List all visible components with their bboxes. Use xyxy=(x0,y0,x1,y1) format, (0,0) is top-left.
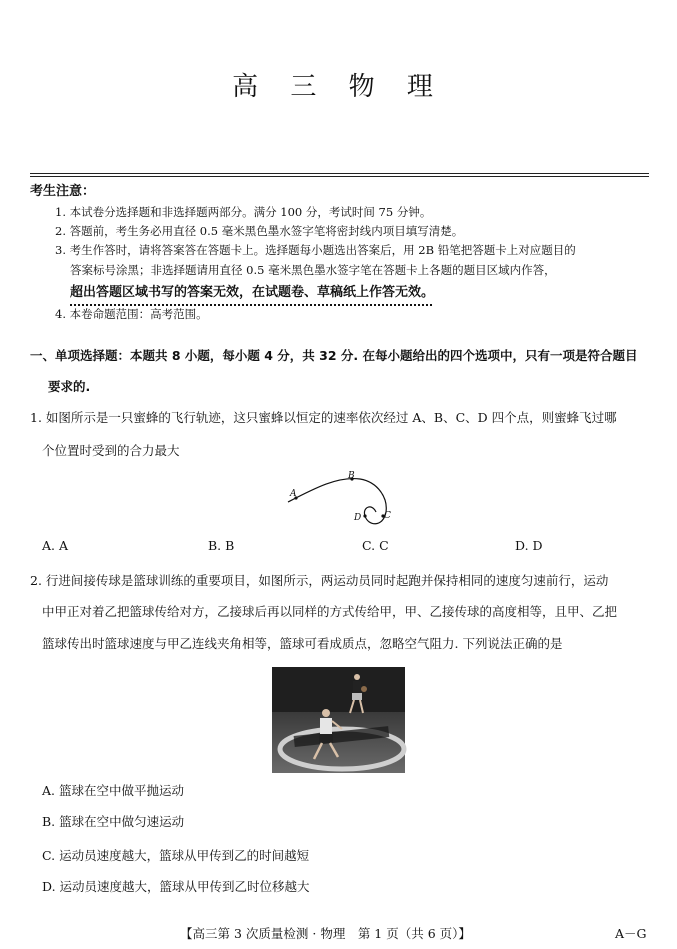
trajectory-curve xyxy=(288,479,386,524)
label-a: A xyxy=(290,489,297,499)
notice-item-1: 1. 本试卷分选择题和非选择题两部分。满分 100 分，考试时间 75 分钟。 xyxy=(55,205,432,219)
bee-trajectory-figure xyxy=(280,470,390,532)
label-d: D xyxy=(354,513,362,523)
notice-item-2: 2. 答题前，考生务必用直径 0.5 毫米黑色墨水签字笔将密封线内项目填写清楚。 xyxy=(55,224,464,238)
q2-option-c: C. 运动员速度越大，篮球从甲传到乙的时间越短 xyxy=(42,848,310,863)
notice-item-3-cont: 答案标号涂黑；非选择题请用直径 0.5 毫米黑色墨水签字笔在答题卡上各题的题目区域内作答， xyxy=(70,263,556,277)
point-d xyxy=(363,514,366,517)
notice-item-3: 3. 考生作答时，请将答案答在答题卡上。选择题每小题选出答案后，用 2B 铅笔把答题卡上对应题目的 xyxy=(55,243,576,257)
notice-heading: 考生注意： xyxy=(30,184,96,199)
q1-option-d: D. D xyxy=(515,538,543,553)
q2-option-a: A. 篮球在空中做平抛运动 xyxy=(42,783,184,798)
q1-option-b: B. B xyxy=(208,538,235,553)
q2-option-b: B. 篮球在空中做匀速运动 xyxy=(42,814,185,829)
label-c: C xyxy=(384,511,391,521)
section-heading: 一、单项选择题：本题共 8 小题，每小题 4 分，共 32 分. 在每小题给出的四个选项中，只有一项是符合题目 xyxy=(30,348,638,363)
basketball-ball xyxy=(361,686,367,692)
label-b: B xyxy=(348,471,355,481)
section-heading-cont: 要求的. xyxy=(48,379,91,394)
notice-emphasis: 超出答题区域书写的答案无效，在试题卷、草稿纸上作答无效。 xyxy=(70,285,435,300)
question-2-stem-cont-2: 篮球传出时篮球速度与甲乙连线夹角相等，篮球可看成质点，忽略空气阻力. 下列说法正确的是 xyxy=(42,636,563,651)
header-rule-top xyxy=(30,173,649,174)
q1-option-a: A. A xyxy=(42,538,69,553)
page-title: 高 三 物 理 xyxy=(232,72,445,102)
basketball-photo xyxy=(272,667,405,773)
footer-page-info: 【高三第 3 次质量检测 · 物理 第 1 页（共 6 页）】 xyxy=(180,926,471,941)
notice-item-4: 4. 本卷命题范围：高考范围。 xyxy=(55,307,208,321)
question-2-stem: 2. 行进间接传球是篮球训练的重要项目，如图所示，两运动员同时起跑并保持相同的速度匀速前行，运动 xyxy=(30,573,609,588)
question-1-stem-cont: 个位置时受到的合力最大 xyxy=(42,443,180,458)
question-2-stem-cont-1: 中甲正对着乙把篮球传给对方，乙接球后再以同样的方式传给甲，甲、乙接传球的高度相等，且甲、乙把 xyxy=(42,604,618,619)
question-1-stem: 1. 如图所示是一只蜜蜂的飞行轨迹，这只蜜蜂以恒定的速率依次经过 A、B、C、D 四个点，则蜜蜂飞过哪 xyxy=(30,410,617,425)
header-rule-bottom xyxy=(30,176,649,177)
q1-option-c: C. C xyxy=(362,538,389,553)
q2-option-d: D. 运动员速度越大，篮球从甲传到乙时位移越大 xyxy=(42,879,310,894)
footer-version: A－G xyxy=(615,926,647,941)
